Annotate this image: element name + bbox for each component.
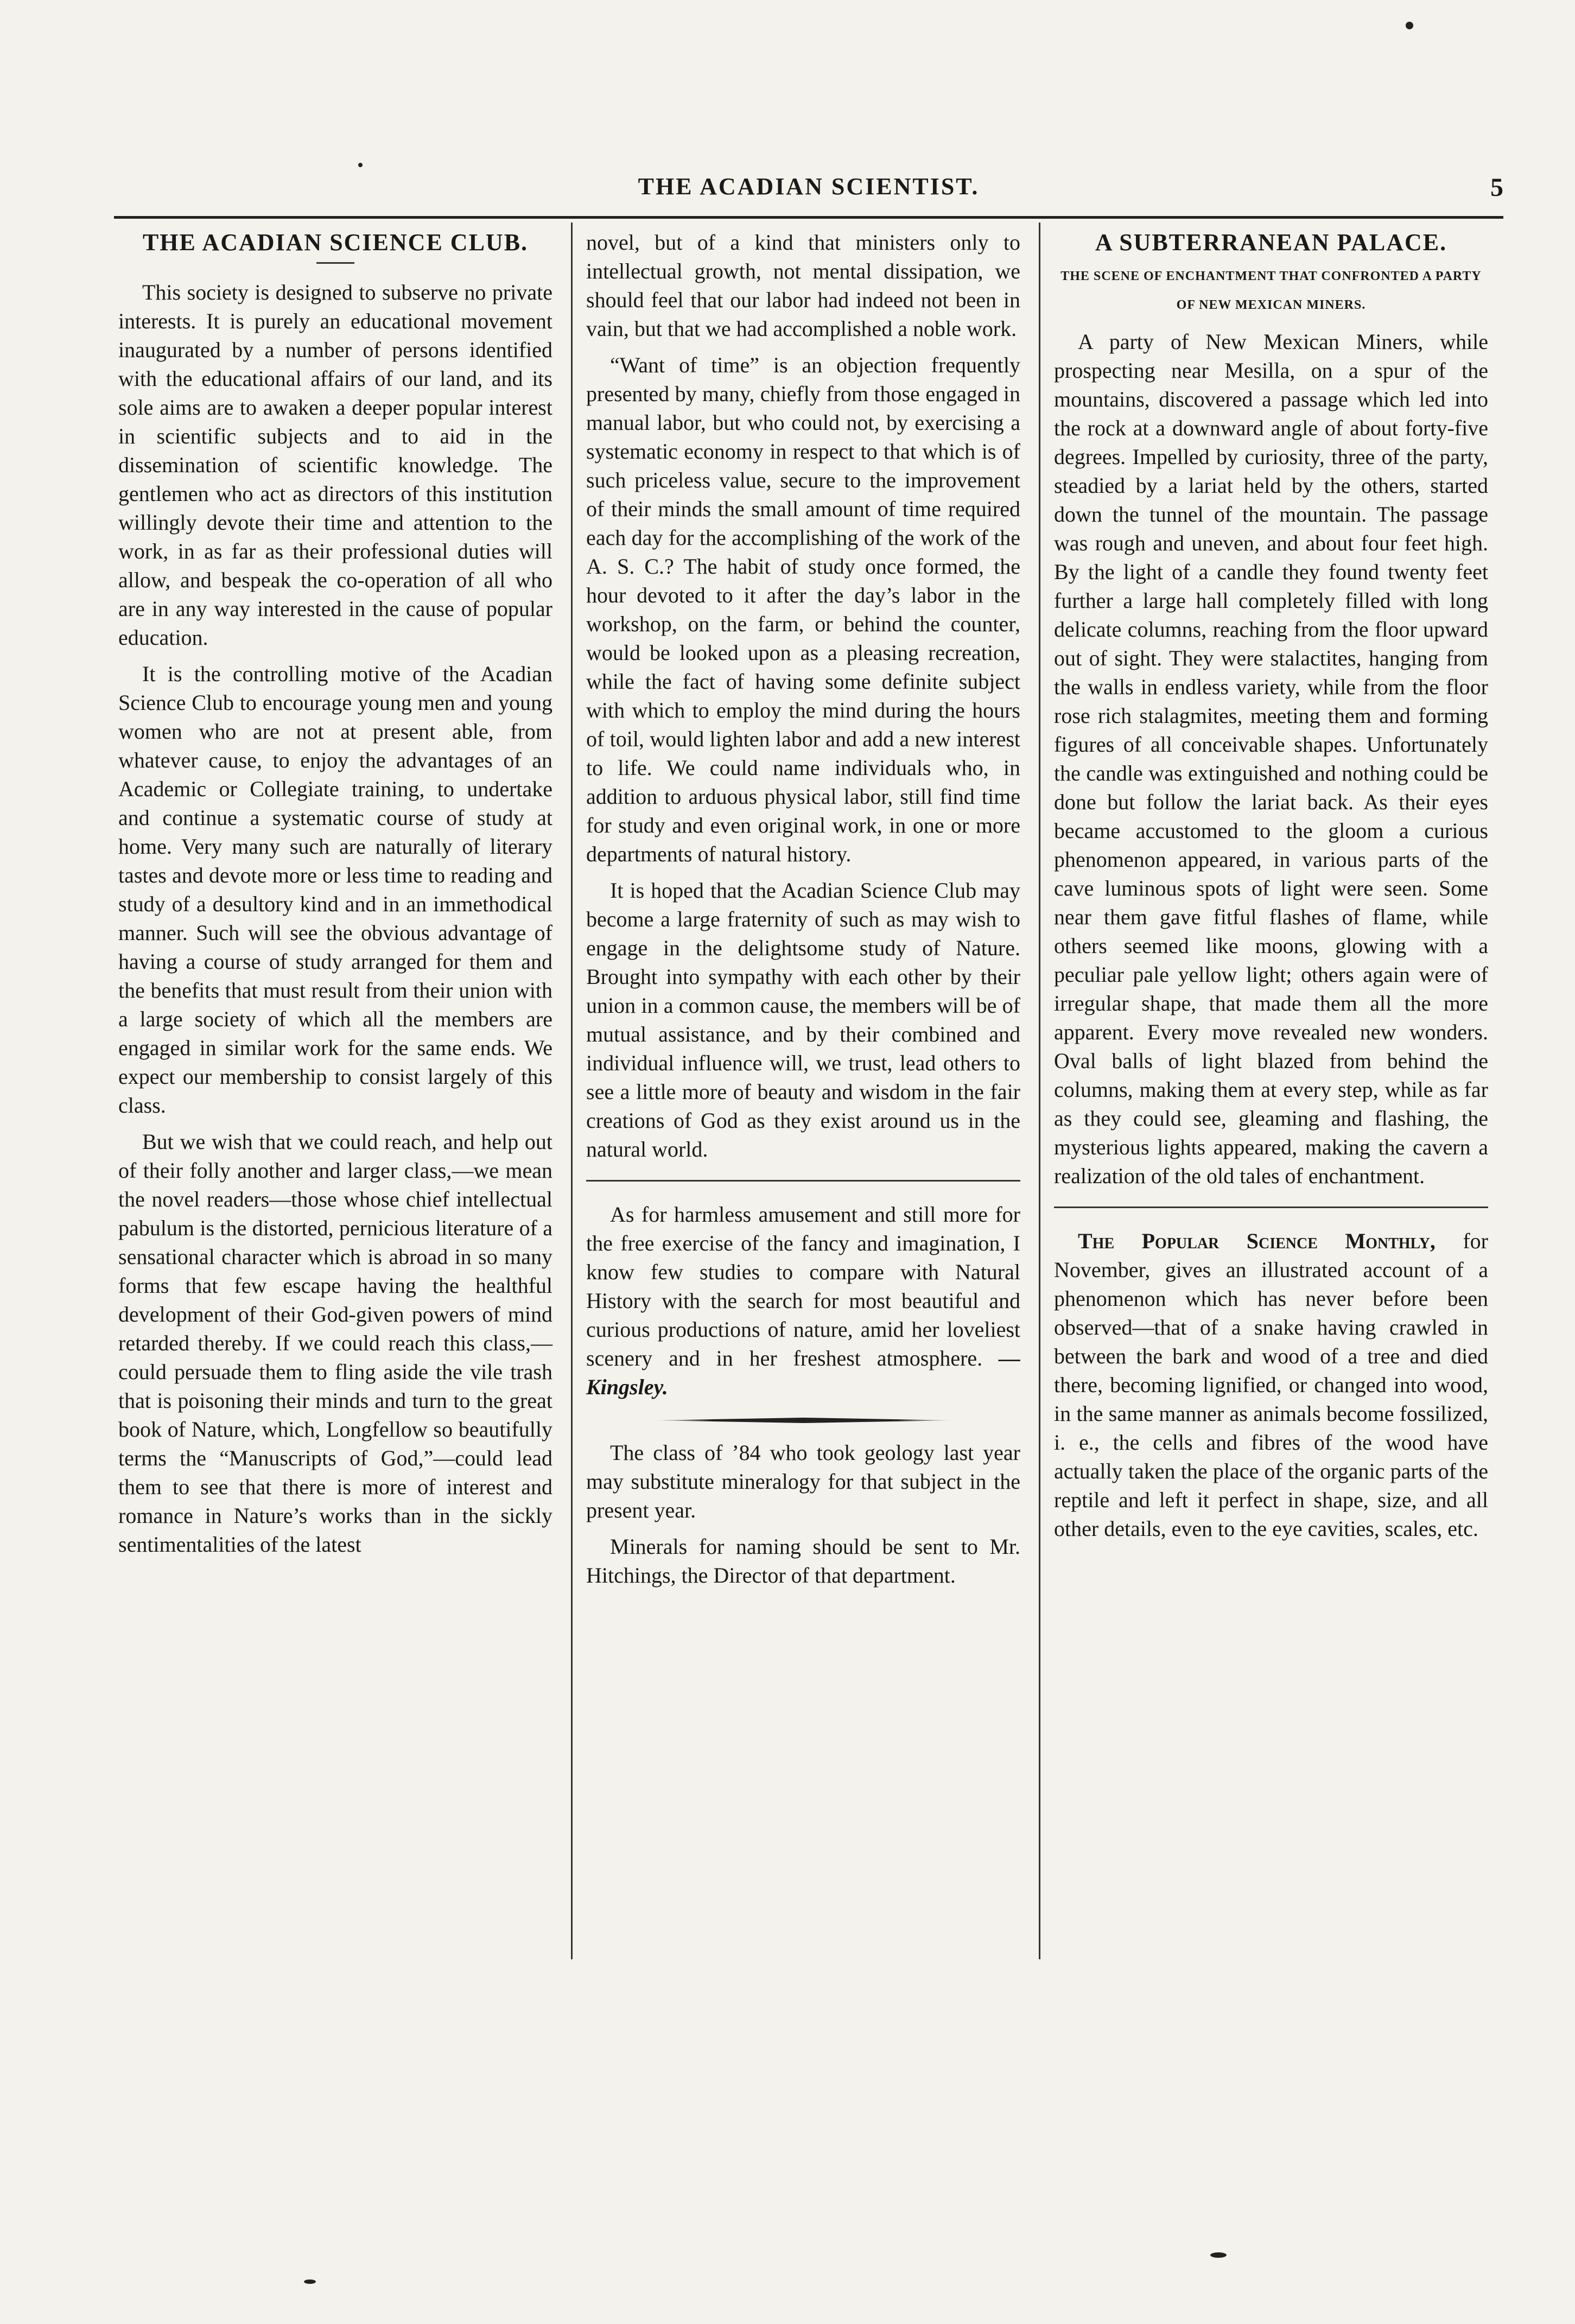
column-divider <box>1039 223 1040 1959</box>
article-paragraph: This society is designed to subserve no private interests. It is purely an educational movement inaugurated by a number of persons identified with the educational affairs of our land, and its sole aims are to awaken a deeper popular interest in scientific subjects and to aid in the dissemination of scientific knowledge. The gentlemen who act as directors of this institution willingly devote their time and attention to the work, in as far as their professional duties will allow, and bespeak the co-operation of all who are in any way interested in the cause of popular education. <box>118 280 552 650</box>
column-divider <box>571 223 573 1959</box>
publication-title: THE ACADIAN SCIENTIST. <box>638 173 980 200</box>
quotation <box>586 1200 1020 1401</box>
notice-paragraph: Minerals for naming should be sent to Mr. Hitchings, the Director of that department. <box>586 1534 1020 1588</box>
header-rule <box>114 216 1503 219</box>
article-paragraph: novel, but of a kind that ministers only to intellectual growth, not mental dissipation, we should feel that our labor had indeed not been in vain, but that we had accomplished a noble work. <box>586 230 1020 341</box>
notice-paragraph: The class of ’84 who took geology last year may substitute mineralogy for that subject in the present year. <box>586 1440 1020 1522</box>
column-3 <box>1054 228 1488 1551</box>
page-number: 5 <box>1490 173 1503 202</box>
scan-speck <box>1406 22 1413 29</box>
publication-name: The Popular Science Monthly, <box>1078 1229 1436 1253</box>
quotation-text: As for harmless amusement and still more for the free exercise of the fancy and imagination, I know few studies to compare with Natural History with the search for most beautiful and curious productions of nature, amid her loveliest scenery and in her freshest atmosphere. <box>586 1202 1020 1370</box>
article-heading: THE ACADIAN SCIENCE CLUB. <box>142 229 529 256</box>
article-paragraph: But we wish that we could reach, and help out of their folly another and larger class,—we mean the novel readers—those whose chief intellectual pabulum is the distorted, pernicious literature of a sensational character which is abroad in so many forms that few escape having the healthful development of their God-given powers of mind retarded thereby. If we could reach this class,—could persuade them to fling aside the vile trash that is poisoning their minds and turn to the great book of Nature, which, Longfellow so beautifully terms the “Manuscripts of God,”—could lead them to see that there is more of interest and romance in Nature’s works than in the sickly sentimentalities of the latest <box>118 1129 552 1557</box>
column-2 <box>586 228 1020 1597</box>
scan-speck <box>358 163 363 167</box>
ornamental-rule <box>651 1418 955 1423</box>
section-rule <box>586 1180 1020 1182</box>
article-heading: A SUBTERRANEAN PALACE. <box>1095 229 1447 256</box>
quotation-attribution: —Kingsley. <box>586 1346 1021 1399</box>
article-text: for November, gives an illustrated account of a phenomenon which has never before been observed—that of a snake having crawled in between the bark and wood of a tree and died there, becoming lignified, or changed into wood, in the same manner as animals become fossilized, i. e., the cells and fibres of the wood have actually taken the place of the organic parts of the reptile and left it perfect in shape, size, and all other details, even to the eye cavities, scales, etc. <box>1054 1229 1488 1541</box>
heading-rule <box>316 262 354 264</box>
section-rule <box>1054 1207 1488 1208</box>
scan-speck <box>304 2279 316 2284</box>
article-paragraph: A party of New Mexican Miners, while prospecting near Mesilla, on a spur of the mountains, discovered a passage which led into the rock at a downward angle of about forty-five degrees. Impelled by curiosity, three of the party, steadied by a lariat held by the others, started down the tunnel of the mountain. The passage was rough and uneven, and about four feet high. By the light of a candle they found twenty feet further a large hall completely filled with long delicate columns, reaching from the floor upward out of sight. They were stalactites, hanging from the walls in endless variety, while from the floor rose rich stalagmites, meeting them and forming figures of all conceivable shapes. Unfortunately the candle was extinguished and nothing could be done but follow the lariat back. As their eyes became accustomed to the gloom a curious phenomenon appeared, in various parts of the cave luminous spots of light were seen. Some near them gave fitful flashes of flame, while others seemed like moons, glowing with a peculiar pale yellow light; others again were of irregular shape, that made them all the more apparent. Every move revealed new wonders. Oval balls of light blazed from behind the columns, making them at every step, while as far as they could see, gleaming and flashing, the mysterious lights appeared, making the cavern a realization of the old tales of enchantment. <box>1054 329 1488 1188</box>
article-subheading: THE SCENE OF ENCHANTMENT THAT CONFRONTED A PARTY OF NEW MEXICAN MINERS. <box>1060 269 1482 312</box>
article-paragraph: It is hoped that the Acadian Science Club may become a large fraternity of such as may wish to engage in the delightsome study of Nature. Brought into sympathy with each other by their union in a common cause, the members will be of mutual assistance, and by their combined and individual influence will, we trust, lead others to see a little more of beauty and wisdom in the fair creations of God as they exist around us in the natural world. <box>586 878 1020 1161</box>
running-head <box>114 173 1503 216</box>
column-1 <box>118 228 552 1566</box>
article-paragraph <box>1054 1227 1488 1543</box>
article-paragraph: “Want of time” is an objection frequently presented by many, chiefly from those engaged in manual labor, but who could not, by exercising a systematic economy in respect to that which is of such priceless value, secure to the improvement of their minds the small amount of time required each day for the accomplishing of the work of the A. S. C.? The habit of study once formed, the hour devoted to it after the day’s labor in the workshop, on the farm, or behind the counter, would be looked upon as a pleasing recreation, while the fact of having some definite subject with which to employ the mind during the hours of toil, would lighten labor and add a new interest to life. We could name individuals who, in addition to arduous physical labor, still find time for study and even original work, in one or more departments of natural history. <box>586 353 1020 866</box>
scan-speck <box>1210 2252 1227 2258</box>
article-paragraph: It is the controlling motive of the Acadian Science Club to encourage young men and young women who are not at present able, from whatever cause, to enjoy the advantages of an Academic or Collegiate training, to undertake and continue a systematic course of study at home. Very many such are naturally of literary tastes and devote more or less time to reading and study of a desultory kind and in an immethodical manner. Such will see the obvious advantage of having a course of study arranged for them and the benefits that must result from their union with a large society of which all the members are engaged in similar work for the same ends. We expect our membership to consist largely of this class. <box>118 662 552 1117</box>
